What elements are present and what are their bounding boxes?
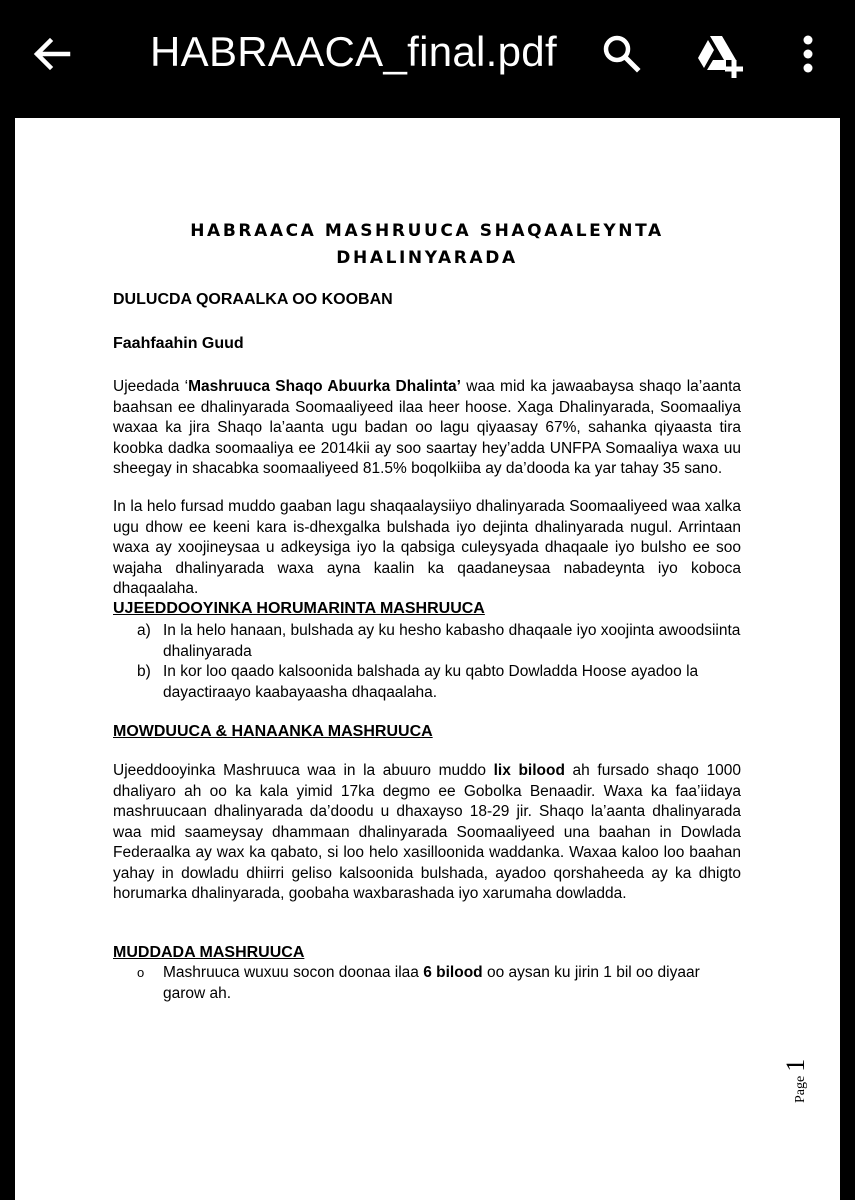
- paragraph-rationale: In la helo fursad muddo gaaban lagu shaqaalaysiiyo dhalinyarada Soomaaliyeed waa xalka ugu dhow ee keeni kara is-dhexgalka bulshada iyo dejinta dhalinyarada nugul. Arrintaan waxa ay xoojineysaa u adkeysiga iyo la qabsiga culeysyada dhaqaale iyo bulsho ee soo wajaha dhalinyarada waxa ayna kaalin ka qaadaneysaa nabadeynta iyo koboca dhaqaalaha.: [113, 498, 741, 597]
- scope-heading: MOWDUUCA & HANAANKA MASHRUUCA: [113, 723, 433, 740]
- drive-add-icon[interactable]: [692, 30, 746, 78]
- page-number-value: 1: [781, 1058, 810, 1072]
- list-item: b) In kor loo qaado kalsoonida balshada ay ku qabto Dowladda Hoose ayadoo la dayactiraayo kaabayaasha dhaqaalaha.: [137, 663, 699, 701]
- goals-list: [113, 621, 741, 703]
- pdf-page[interactable]: [15, 118, 840, 1200]
- goals-heading: UJEEDDOOYINKA HORUMARINTA MASHRUUCA: [113, 600, 485, 617]
- document-title: HABRAACA_final.pdf: [150, 28, 557, 75]
- document-heading: [113, 218, 741, 272]
- duration-heading: MUDDADA MASHRUUCA: [113, 944, 305, 961]
- page-label: Page: [793, 1075, 808, 1103]
- page-number: [775, 1023, 815, 1103]
- search-icon[interactable]: [598, 30, 646, 78]
- heading-line-1: HABRAACA MASHRUUCA SHAQAALEYNTA: [190, 221, 664, 241]
- duration-list: [113, 963, 741, 1004]
- app-toolbar: [0, 0, 855, 110]
- paragraph-objective: Ujeedada ‘Mashruuca Shaqo Abuurka Dhalinta’ waa mid ka jawaabaysa shaqo la’aanta baahsan ee dhalinyarada Soomaaliyeed ilaa heer hoose. Xaga Dhalinyarada, Soomaaliya waxaa ka jira Shaqo la’aanta ugu badan oo lagu qiyaasay 67%, sahanka qiyaasta tira koobka dadka soomaaliya ee 2014kii ay soo saartay hey’adda UNFPA Somaaliya waxa uu sheegay in shacabka soomaaliyeed 81.5% boqolkiiba ay da’dooda ka yar tahay 35 sano.: [113, 378, 742, 477]
- overview-heading: Faahfaahin Guud: [113, 335, 244, 352]
- back-arrow-icon[interactable]: [28, 30, 76, 78]
- summary-heading: DULUCDA QORAALKA OO KOOBAN: [113, 291, 393, 308]
- list-item: o Mashruuca wuxuu socon doonaa ilaa 6 bilood oo aysan ku jirin 1 bil oo diyaar garow ah.: [137, 964, 700, 1002]
- paragraph-scope: Ujeeddooyinka Mashruuca waa in la abuuro muddo lix bilood ah fursado shaqo 1000 dhaliyaro ah oo ka kala yimid 17ka degmo ee Gobolka Benaadir. Waxa ka faa’iidaya mashruucaan dhalinyarada da’doodu u dhaxayso 18-29 jir. Shaqo la’aanta dhalinyarada waa mid saameysay dhammaan dhalinyarada Soomaaliyeed una baahan in Dowlada Federaalka ay wax ka qabato, si loo helo xasilloonida waddanka. Waxaa kaloo loo baahan yahay in dowladu dhiirri geliso kalsoonida bulshada, ayadoo qorshaheeda ay ka dhigto horumarka dhalinyarada, goobaha waxbarashada iyo xarumaha dowladda.: [113, 762, 741, 902]
- list-item: a) In la helo hanaan, bulshada ay ku hesho kabasho dhaqaale iyo xoojinta awoodsiinta dhalinyarada: [137, 622, 741, 660]
- more-vert-icon[interactable]: [788, 30, 828, 78]
- heading-line-2: DHALINYARADA: [336, 248, 518, 268]
